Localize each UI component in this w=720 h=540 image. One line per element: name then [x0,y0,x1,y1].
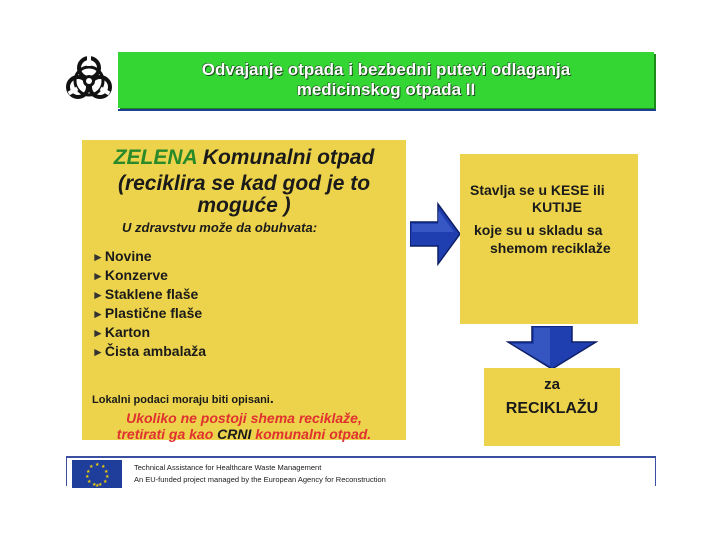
heading-color-word: ZELENA [113,146,197,169]
header-divider [118,109,656,111]
bullet-arrow-icon: ► [92,250,104,264]
recycling-line2: RECIKLAŽU [505,400,599,417]
packaging-line4: shemom reciklaže [490,240,611,256]
footer-line1: Technical Assistance for Healthcare Waste Management [134,463,322,472]
footer-border-left [66,456,67,486]
footer-line2: An EU-funded project managed by the European Agency for Reconstruction [134,475,386,484]
list-item: ►Plastične flaše [92,305,203,321]
heading-line2: (reciklira se kad god je to [117,172,371,195]
title-banner [118,52,654,108]
heading-line3: moguće ) [197,194,291,217]
packaging-line1: Stavlja se u KESE ili [470,182,605,198]
list-item: ►Čista ambalaža [92,343,207,359]
arrow-right-icon [410,202,462,266]
page-title-line1: Odvajanje otpada i bezbedni putevi odlaganja [201,60,571,79]
packaging-line2: KUTIJE [532,199,582,215]
list-item: ►Karton [92,324,151,340]
list-item: ►Novine [92,248,152,264]
footer-credits [134,462,386,486]
bullet-arrow-icon: ► [92,307,104,321]
box-heading [82,146,406,170]
biohazard-icon [62,52,116,108]
recycling-line1: za [544,376,560,393]
bullet-arrow-icon: ► [92,269,104,283]
green-waste-box [82,140,406,440]
list-item: ►Konzerve [92,267,168,283]
bullet-arrow-icon: ► [92,288,104,302]
box-subheading: U zdravstvu može da obuhvata: [122,220,318,235]
footer-border-right [655,456,656,486]
packaging-line3: koje su u skladu sa [474,222,603,238]
packaging-box [460,154,638,324]
bullet-arrow-icon: ► [92,326,104,340]
list-item: ►Staklene flaše [92,286,199,302]
bullet-arrow-icon: ► [92,345,104,359]
eu-flag-icon: ★ ★ ★ ★ ★ ★ ★ ★ ★ ★ ★ ★ [72,460,122,488]
arrow-down-icon [506,326,598,370]
page-title-line2: medicinskog otpada II [296,80,476,99]
recycling-box [484,368,620,446]
footer-divider [66,456,656,458]
local-data-note: Lokalni podaci moraju biti opisani. [92,390,274,406]
heading-rest: Komunalni otpad [196,146,375,169]
recycling-warning: Ukoliko ne postoji shema reciklaže, tretirati ga kao CRNI komunalni otpad. [116,410,372,442]
